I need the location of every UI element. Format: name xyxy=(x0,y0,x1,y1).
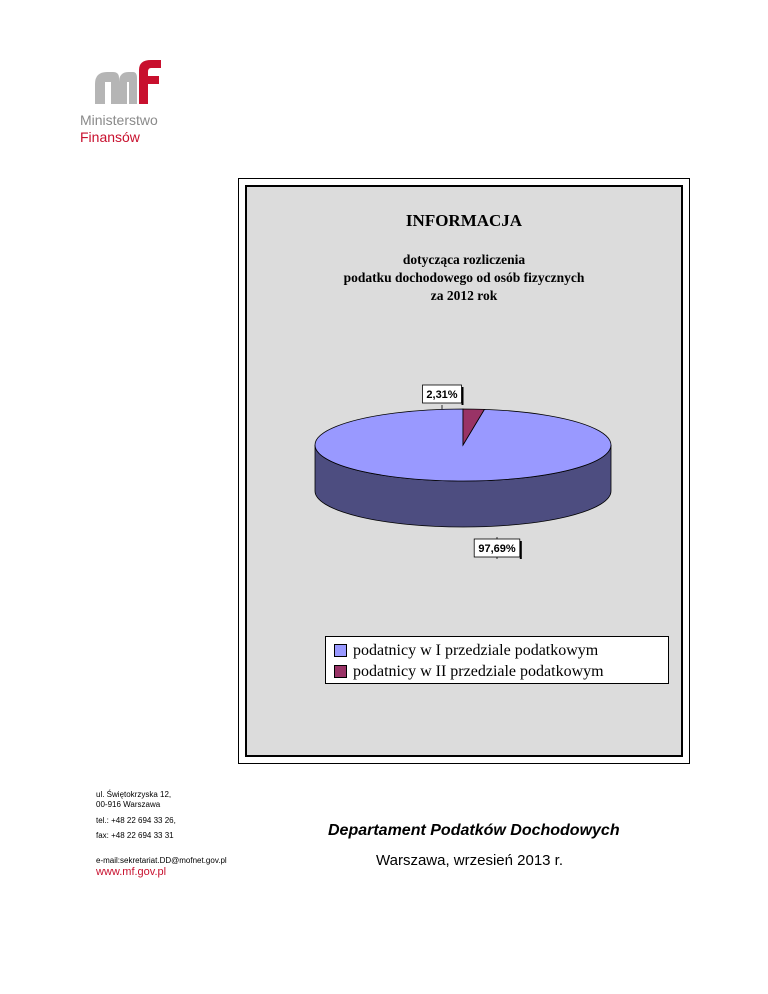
address xyxy=(96,790,171,810)
subtitle-line-2: podatku dochodowego od osób fizycznych xyxy=(343,270,585,285)
phone: tel.: +48 22 694 33 26, xyxy=(96,816,176,825)
address-line-2: 00-916 Warszawa xyxy=(96,800,161,809)
legend-label-2: podatnicy w II przedziale podatkowym xyxy=(353,662,604,680)
website-link[interactable]: www.mf.gov.pl xyxy=(96,866,167,878)
department-name: Departament Podatków Dochodowych xyxy=(328,822,620,839)
data-label-1: 97,69% xyxy=(478,543,516,555)
address-line-1: ul. Świętokrzyska 12, xyxy=(96,790,172,799)
legend-swatch-2 xyxy=(334,665,347,678)
subtitle-line-3: za 2012 rok xyxy=(430,288,498,303)
cover-title: INFORMACJA xyxy=(405,211,523,230)
cover-panel xyxy=(245,185,683,757)
logo-line-1: Ministerstwo xyxy=(80,112,158,128)
email: e-mail:sekretariat.DD@mofnet.gov.pl xyxy=(96,856,227,865)
logo-line-2: Finansów xyxy=(80,129,140,145)
data-label-1-shadow xyxy=(520,541,522,559)
cover-frame xyxy=(238,178,690,764)
subtitle-line-1: dotycząca rozliczenia xyxy=(402,252,526,267)
fax: fax: +48 22 694 33 31 xyxy=(96,831,174,840)
legend-item-2 xyxy=(334,661,668,682)
legend-item-1 xyxy=(334,640,668,661)
mf-logo-icon xyxy=(93,58,163,106)
legend-label-1: podatnicy w I przedziale podatkowym xyxy=(353,641,599,659)
ministry-logo xyxy=(80,58,200,148)
data-label-2-shadow xyxy=(462,387,464,405)
chart-legend xyxy=(325,636,669,684)
data-label-2: 2,31% xyxy=(426,389,458,401)
place-date: Warszawa, wrzesień 2013 r. xyxy=(376,852,564,869)
legend-swatch-1 xyxy=(334,644,347,657)
